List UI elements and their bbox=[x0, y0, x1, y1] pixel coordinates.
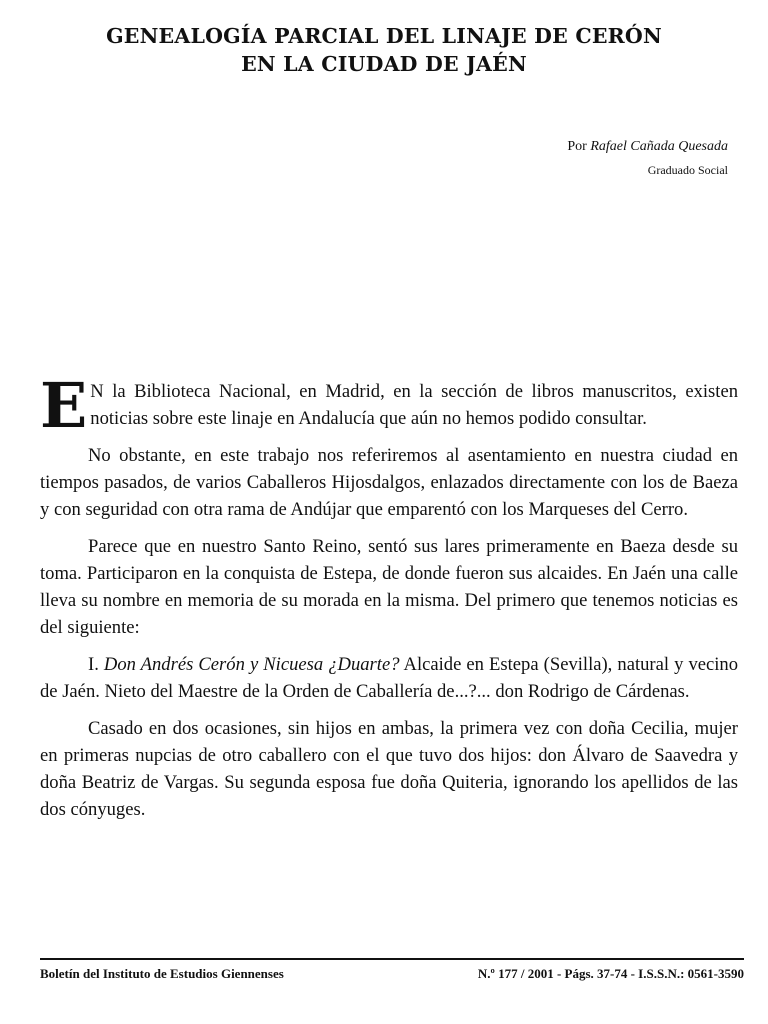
author-name: Rafael Cañada Quesada bbox=[590, 139, 728, 154]
author-prefix: Por bbox=[567, 139, 587, 154]
paragraph-1-text: N la Biblioteca Nacional, en Madrid, en la sección de libros manuscritos, existen noticias sobre este linaje en Andalucía que aún no hemos podido consultar. bbox=[90, 381, 738, 429]
paragraph-3: Parece que en nuestro Santo Reino, sentó sus lares primeramente en Baeza desde su toma. Participaron en la conquista de Estepa, de donde fueron sus alcaides. En Jaén una calle lleva su nombre en memoria de su morada en la misma. Del primero que tenemos noticias es del siguiente: bbox=[40, 536, 738, 638]
paragraph-5: Casado en dos ocasiones, sin hijos en ambas, la primera vez con doña Cecilia, mujer en primeras nupcias de otro caballero con el que tuvo dos hijos: don Álvaro de Saavedra y doña Beatriz de Vargas. Su segunda esposa fue doña Quiteria, ignorando los apellidos de las dos cónyuges. bbox=[40, 718, 738, 820]
title-line-2: EN LA CIUDAD DE JAÉN bbox=[241, 52, 527, 76]
issue-info: N.º 177 / 2001 - Págs. 37-74 - I.S.S.N.: 0561-3590 bbox=[477, 966, 744, 981]
paragraph-4 bbox=[40, 651, 738, 705]
journal-name: Boletín del Instituto de Estudios Giennenses bbox=[40, 966, 284, 981]
article-body bbox=[40, 369, 739, 833]
author-byline bbox=[567, 139, 728, 155]
drop-cap: E bbox=[40, 369, 88, 442]
title-line-1: GENEALOGÍA PARCIAL DEL LINAJE DE CERÓN bbox=[106, 24, 662, 48]
paragraph-1 bbox=[40, 369, 738, 442]
paragraph-2: No obstante, en este trabajo nos referiremos al asentamiento en nuestra ciudad en tiempos pasados, de varios Caballeros Hijosdalgos, enlazados directamente con los de Baeza y con seguridad con otra rama de Andújar que emparentó con los Marqueses del Cerro. bbox=[40, 445, 738, 520]
entry-name: Don Andrés Cerón y Nicuesa ¿Duarte? bbox=[103, 654, 400, 675]
footer-divider bbox=[40, 958, 744, 960]
entry-number: I. bbox=[88, 654, 99, 675]
article-title bbox=[40, 22, 728, 78]
paragraph-4-text: Alcaide en Estepa (Sevilla), natural y vecino de Jaén. Nieto del Maestre de la Orden de Caballería de...?... don Rodrigo de Cárdenas. bbox=[40, 654, 739, 702]
author-affiliation: Graduado Social bbox=[647, 163, 728, 177]
